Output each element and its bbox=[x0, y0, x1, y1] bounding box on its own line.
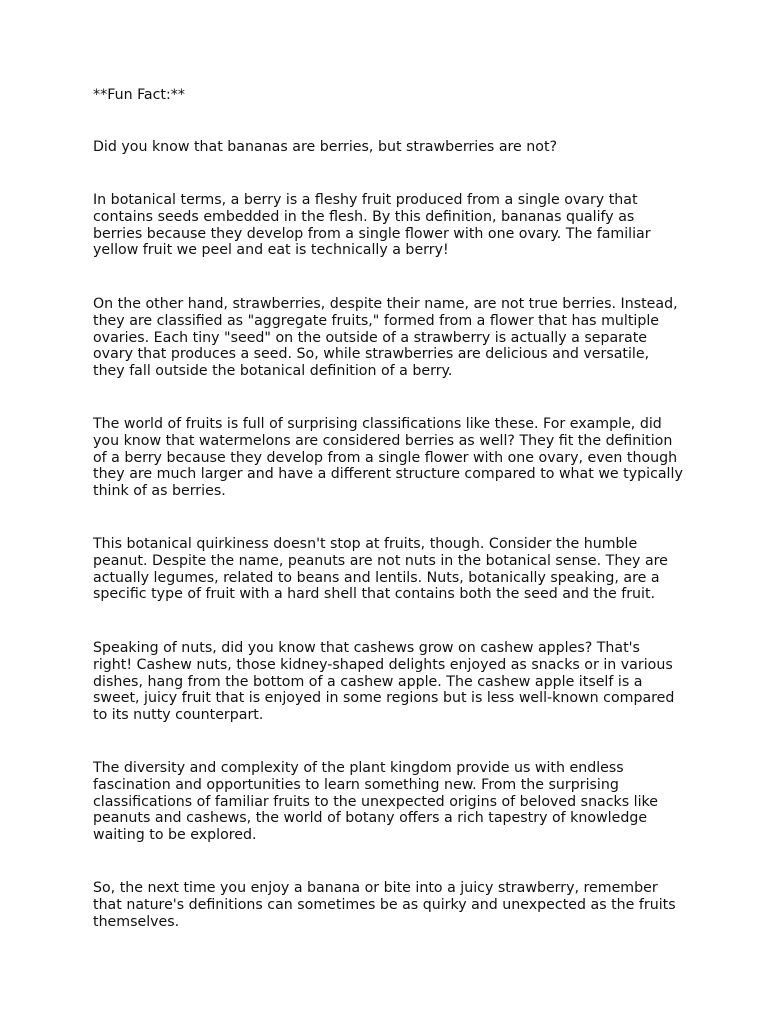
paragraph-watermelon-berry: The world of fruits is full of surprising classifications like these. For example, did you know that watermelons are considered berries as well? They fit the definition of a berry because they develop from a single flower with one ovary, even though they are much larger and have a different structure compared to what we typically think of as berries. bbox=[93, 416, 683, 500]
paragraph-intro-question: Did you know that bananas are berries, but strawberries are not? bbox=[93, 139, 558, 155]
paragraph-closing: So, the next time you enjoy a banana or bite into a juicy strawberry, remember that nature's definitions can sometimes be as quirky and unexpected as the fruits themselves. bbox=[93, 880, 676, 930]
document-heading: **Fun Fact:** bbox=[93, 87, 185, 103]
paragraph-plant-diversity: The diversity and complexity of the plant kingdom provide us with endless fascination and opportunities to learn something new. From the surprising classifications of familiar fruits to the unexpected origins of beloved snacks like peanuts and cashews, the world of botany offers a rich tapestry of knowledge waiting to be explored. bbox=[93, 760, 658, 844]
paragraph-cashew-apple: Speaking of nuts, did you know that cashews grow on cashew apples? That's right! Cashew nuts, those kidney-shaped delights enjoyed as snacks or in various dishes, hang from the bottom of a cashew apple. The cashew apple itself is a sweet, juicy fruit that is enjoyed in some regions but is less well-known compared to its nutty counterpart. bbox=[93, 640, 675, 724]
paragraph-banana-berry: In botanical terms, a berry is a fleshy fruit produced from a single ovary that contains seeds embedded in the flesh. By this definition, bananas qualify as berries because they develop from a single flower with one ovary. The familiar yellow fruit we peel and eat is technically a berry! bbox=[93, 192, 651, 259]
paragraph-peanut-legume: This botanical quirkiness doesn't stop at fruits, though. Consider the humble peanut. Despite the name, peanuts are not nuts in the botanical sense. They are actually legumes, related to beans and lentils. Nuts, botanically speaking, are a specific type of fruit with a hard shell that contains both the seed and the fruit. bbox=[93, 536, 668, 603]
paragraph-strawberry-aggregate: On the other hand, strawberries, despite their name, are not true berries. Instead, they are classified as "aggregate fruits," formed from a flower that has multiple ovaries. Each tiny "seed" on the outside of a strawberry is actually a separate ovary that produces a seed. So, while strawberries are delicious and versatile, they fall outside the botanical definition of a berry. bbox=[93, 296, 678, 380]
